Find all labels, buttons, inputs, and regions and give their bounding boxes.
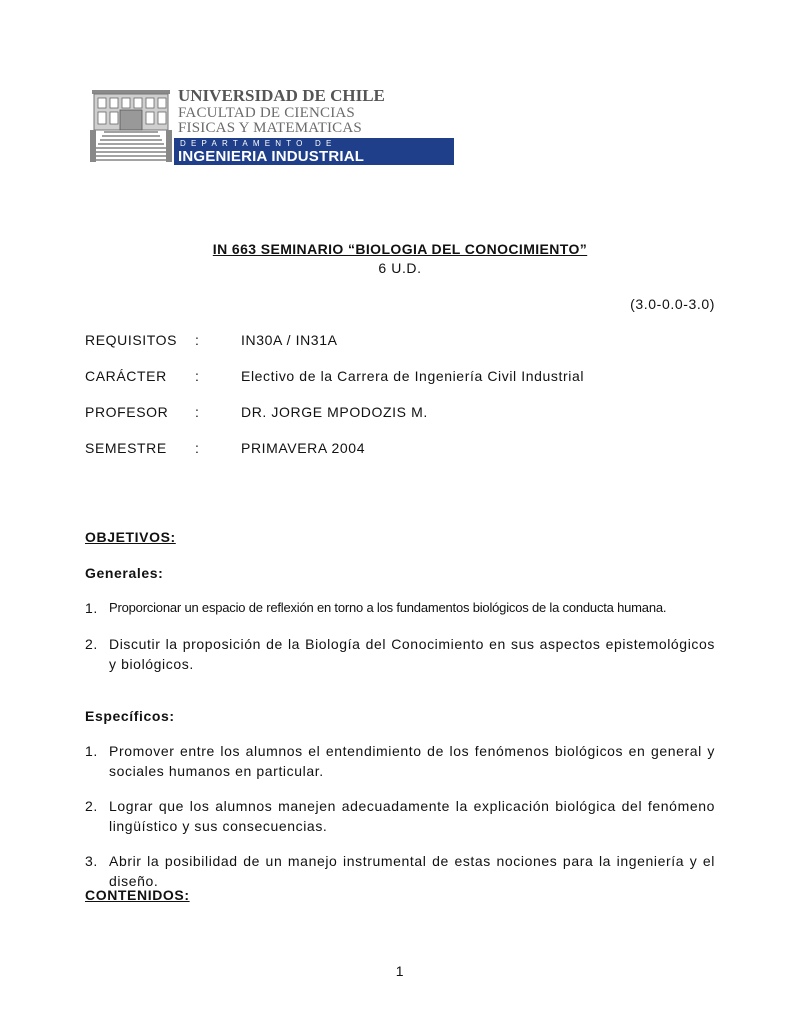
list-text: Discutir la proposición de la Biología del Conocimiento en sus aspectos epistemológicos y biológicos. <box>109 636 715 672</box>
logo-faculty-line1: FACULTAD DE CIENCIAS <box>178 105 355 121</box>
specific-heading: Específicos: <box>85 708 175 724</box>
general-objective-1 <box>85 598 715 618</box>
info-separator: : <box>195 332 200 348</box>
general-heading: Generales: <box>85 565 164 581</box>
list-number: 1. <box>85 743 98 759</box>
list-text: Promover entre los alumnos el entendimiento de los fenómenos biológicos en general y sociales humanos en particular. <box>109 743 715 779</box>
info-separator: : <box>195 368 200 384</box>
list-number: 3. <box>85 853 98 869</box>
objectives-heading: OBJETIVOS: <box>85 529 176 545</box>
info-value: DR. JORGE MPODOZIS M. <box>241 404 428 420</box>
contents-heading: CONTENIDOS: <box>85 887 190 903</box>
list-number: 2. <box>85 636 98 652</box>
info-value: PRIMAVERA 2004 <box>241 440 366 456</box>
specific-objective-2 <box>85 796 715 836</box>
course-title: IN 663 SEMINARIO “BIOLOGIA DEL CONOCIMIENTO” <box>212 241 588 257</box>
general-objective-2 <box>85 634 715 674</box>
info-separator: : <box>195 404 200 420</box>
list-text: Proporcionar un espacio de reflexión en torno a los fundamentos biológicos de la conducta humana. <box>109 600 667 615</box>
page-number: 1 <box>395 963 405 979</box>
logo-department-label: DEPARTAMENTO DE <box>180 139 337 148</box>
info-label: REQUISITOS <box>85 332 178 348</box>
logo-university: UNIVERSIDAD DE CHILE <box>178 86 385 105</box>
info-separator: : <box>195 440 200 456</box>
course-units: 6 U.D. <box>378 260 422 276</box>
info-label: PROFESOR <box>85 404 169 420</box>
university-logo <box>90 86 385 166</box>
specific-objective-1 <box>85 741 715 781</box>
logo-department-band <box>174 138 454 165</box>
logo-department-name: INGENIERIA INDUSTRIAL <box>178 148 365 165</box>
building-icon <box>90 86 172 166</box>
info-label: CARÁCTER <box>85 368 167 384</box>
info-label: SEMESTRE <box>85 440 167 456</box>
specific-objective-3 <box>85 851 715 891</box>
list-text: Abrir la posibilidad de un manejo instrumental de estas nociones para la ingeniería y el diseño. <box>109 853 715 889</box>
info-value: IN30A / IN31A <box>241 332 338 348</box>
hours-code: (3.0-0.0-3.0) <box>630 296 715 312</box>
list-text: Lograr que los alumnos manejen adecuadamente la explicación biológica del fenómeno lingüístico y sus consecuencias. <box>109 798 715 834</box>
list-number: 1. <box>85 600 98 616</box>
info-value: Electivo de la Carrera de Ingeniería Civil Industrial <box>241 368 585 384</box>
logo-faculty-line2: FISICAS Y MATEMATICAS <box>178 120 362 136</box>
list-number: 2. <box>85 798 98 814</box>
